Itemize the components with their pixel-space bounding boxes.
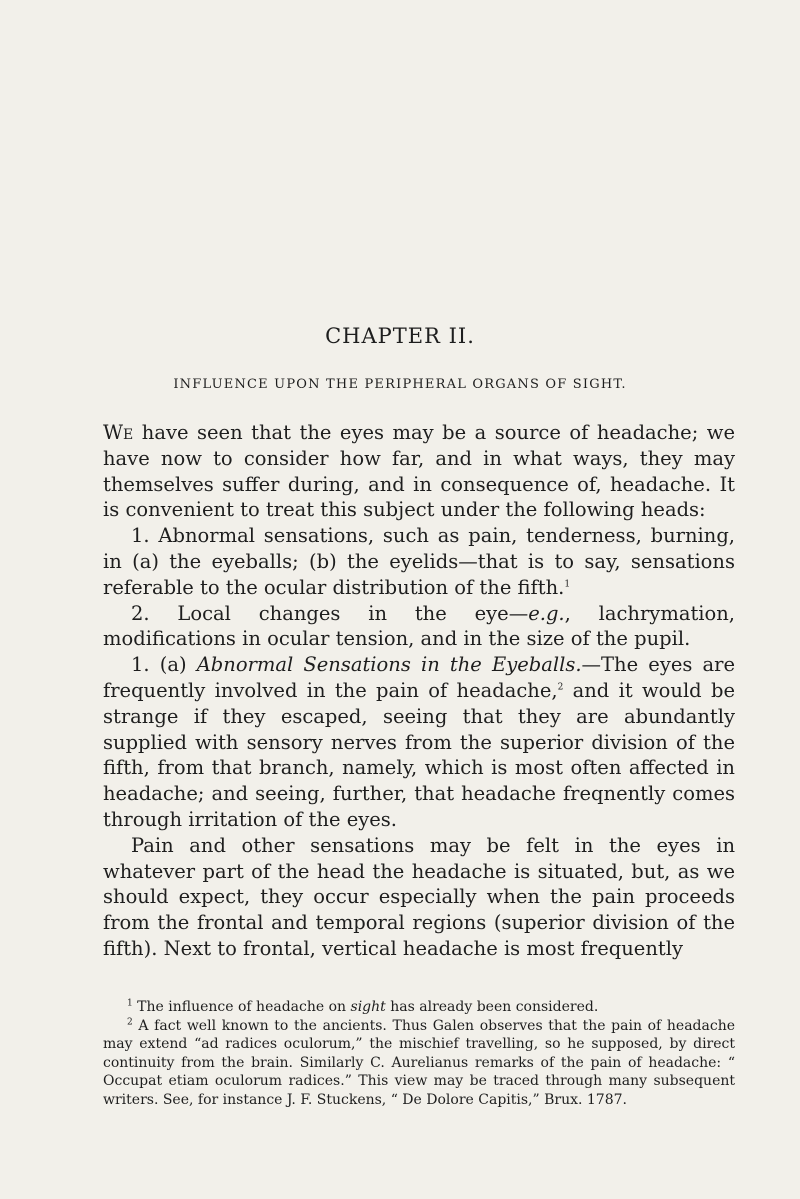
paragraph-text: and it would be strange if they escaped, seeing that they are abundantly supplied with sensory nerves from the superior division of the fifth, from that branch, namely, which is most often affected in headache; and seeing, further, that headache freqnently comes through irritation of the eyes.	[103, 678, 735, 831]
footnote-text: The influence of headache on	[132, 999, 351, 1015]
paragraph-text: , lachrymation, modifications in ocular tension, and in the size of the pupil.	[103, 601, 736, 651]
footnote-mark: 2	[127, 1016, 133, 1027]
footnote-text: has already been considered.	[385, 999, 599, 1015]
footnote-text: A fact well known to the ancients. Thus Galen observes that the pain of headache may extend “ad radices oculorum,” the mischief travelling, so he supposed, by direct continuity from the brain. Similarly C. Aurelianus remarks of the pain of headache: “ Occupat etiam oculorum radices.” This view may be traced through many subsequent writers. See, for instance J. F. Stuckens, “ De Dolore Capitis,” Brux. 1787.	[103, 1017, 735, 1108]
paragraph	[103, 523, 735, 600]
paragraph-text: 1. (a)	[131, 653, 197, 677]
footnotes	[103, 998, 735, 1110]
chapter-title: CHAPTER II.	[325, 324, 475, 348]
paragraph-text: 2. Local changes in the eye—	[131, 601, 529, 625]
paragraph-text: have seen that the eyes may be a source of headache; we have now to consider how far, and in what ways, they may themselves suffer during, and in consequence of, headache. It is convenient to treat this subject under the following heads:	[103, 421, 735, 522]
emphasis: sight	[350, 999, 386, 1015]
footnote	[103, 998, 735, 1017]
section-heading: Abnormal Sensations in the Eyeballs.	[196, 653, 582, 677]
opening-word: We	[103, 421, 134, 444]
paragraph	[103, 420, 735, 523]
paragraph-text: Pain and other sensations may be felt in the eyes in whatever part of the head the headache is situated, but, as we should expect, they occur especially when the pain proceeds from the frontal and temporal regions (superior division of the fifth). Next to frontal, vertical headache is most frequently	[103, 833, 735, 960]
chapter-body	[103, 420, 735, 962]
paragraph-text: 1. Abnormal sensations, such as pain, tenderness, burning, in (a) the eyeballs; (b) the eyelids—that is to say, sensations referable to the ocular distribution of the fifth.	[103, 524, 735, 599]
chapter-subtitle: INFLUENCE UPON THE PERIPHERAL ORGANS OF SIGHT.	[173, 377, 627, 392]
paragraph	[103, 601, 735, 653]
footnote	[103, 1017, 735, 1110]
footnote-mark: 1	[127, 998, 133, 1009]
paragraph	[103, 652, 735, 833]
footnote-ref: 2	[557, 682, 564, 693]
paragraph	[103, 833, 735, 962]
paragraph-text: —The eyes are frequently involved in the pain of headache,	[103, 653, 735, 702]
footnote-ref: 1	[564, 579, 571, 590]
emphasis: e.g.	[528, 601, 565, 625]
